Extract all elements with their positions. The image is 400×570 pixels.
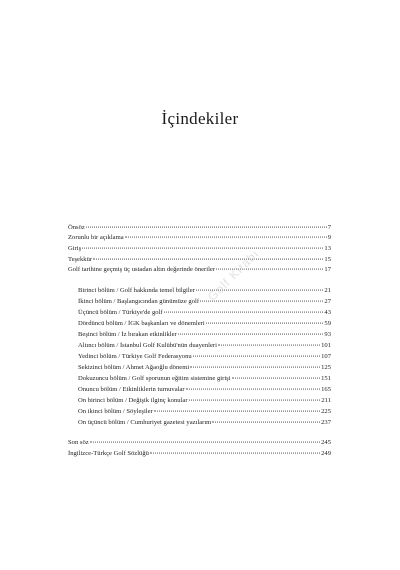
toc-chapter-page: 151 [321, 375, 331, 382]
toc-entry-label: Zorunlu bir açıklama [68, 234, 124, 241]
toc-entry [68, 224, 331, 232]
toc-chapter-page: 125 [321, 364, 331, 371]
toc-chapter-page: 107 [321, 353, 331, 360]
toc-chapter [78, 408, 331, 416]
toc-chapter-label: Birinci bölüm / Golf hakkında temel bilgiler [78, 287, 195, 294]
toc-leader [206, 323, 324, 324]
toc-entry [68, 234, 331, 242]
toc-leader [90, 442, 320, 443]
toc-entry-page: 15 [324, 256, 331, 263]
toc-entry-label: Son söz [68, 439, 89, 446]
toc-leader [150, 453, 320, 454]
toc-entry [68, 245, 331, 253]
toc-chapter [78, 375, 331, 383]
toc-leader [212, 422, 320, 423]
toc-leader [82, 248, 323, 249]
toc-leader [186, 389, 321, 390]
toc-chapter-label: Üçüncü bölüm / Türkiye'de golf [78, 309, 163, 316]
toc-leader [190, 367, 320, 368]
toc-chapter [78, 298, 331, 306]
toc-chapter-page: 59 [324, 320, 331, 327]
toc-chapter [78, 364, 331, 372]
toc-entry-page: 245 [321, 439, 331, 446]
toc-entry-page: 9 [327, 234, 331, 241]
toc-chapter [78, 386, 331, 394]
toc-leader [154, 411, 320, 412]
toc-chapter-label: On üçüncü bölüm / Cumhuriyet gazetesi yazılarım [78, 419, 212, 426]
toc-leader [86, 227, 327, 228]
toc-chapter [78, 331, 331, 339]
toc-chapter-page: 21 [324, 287, 331, 294]
toc-entry [68, 256, 331, 264]
toc-chapter-label: Beşinci bölüm / İz bırakan etkinlikler [78, 331, 177, 338]
toc-chapter-page: 225 [321, 408, 331, 415]
toc-chapter-page: 93 [324, 331, 331, 338]
toc-chapter [78, 342, 331, 350]
toc-leader [125, 237, 327, 238]
toc-chapter-label: Dördüncü bölüm / İGK başkanları ve dönemleri [78, 320, 205, 327]
toc-chapter-page: 101 [321, 342, 331, 349]
toc-entry-page: 249 [321, 450, 331, 457]
toc-chapter-page: 211 [321, 397, 331, 404]
toc-leader [218, 345, 320, 346]
toc-leader [193, 356, 320, 357]
toc-entry [68, 450, 331, 458]
toc-leader [93, 259, 323, 260]
toc-chapter-label: On birinci bölüm / Değişik ilginç konular [78, 397, 188, 404]
toc-entry-page: 7 [327, 224, 331, 231]
toc-chapter-page: 165 [321, 386, 331, 393]
toc-entry-label: Giriş [68, 245, 82, 252]
toc-entry-page: 17 [324, 266, 331, 273]
toc-chapter-label: Sekizinci bölüm / Ahmet Ağaoğlu dönemi [78, 364, 190, 371]
toc-leader [200, 301, 323, 302]
toc-chapter-label: Altıncı bölüm / İstanbul Golf Kulübü'nün duayenleri [78, 342, 217, 349]
toc-leader [232, 378, 321, 379]
toc-chapter-label: Yedinci bölüm / Türkiye Golf Federasyonu [78, 353, 192, 360]
toc-entry-label: Golf tarihine geçmiş üç ustadan altın değerinde öneriler [68, 266, 216, 273]
toc-chapter-page: 237 [321, 419, 331, 426]
toc-entry-page: 13 [324, 245, 331, 252]
toc-chapter-label: İkinci bölüm / Başlangıcından günümüze golf [78, 298, 200, 305]
toc-chapter-page: 27 [324, 298, 331, 305]
toc-entry-label: Teşekkür [68, 256, 93, 263]
toc-entry [68, 266, 331, 274]
toc-chapter [78, 419, 331, 427]
toc-chapter [78, 353, 331, 361]
watermark: Golf Kitabı [204, 246, 263, 304]
toc-chapter-label: Dokuzuncu bölüm / Golf sporunun eğitim sistemine girişi [78, 375, 231, 382]
toc-leader [178, 334, 324, 335]
toc-entry [68, 439, 331, 447]
toc-leader [189, 400, 321, 401]
toc-chapter [78, 320, 331, 328]
toc-leader [164, 312, 324, 313]
toc-chapter [78, 397, 331, 405]
toc-chapter-label: On ikinci bölüm / Söyleşiler [78, 408, 153, 415]
toc-entry-label: Önsöz [68, 224, 85, 231]
toc-chapter [78, 309, 331, 317]
toc-chapter-page: 43 [324, 309, 331, 316]
toc-chapter-label: Onuncu bölüm / Etkinliklerin turnuvalar [78, 386, 185, 393]
page-title: İçindekiler [161, 109, 239, 128]
toc-entry-label: İngilizce-Türkçe Golf Sözlüğü [68, 450, 149, 457]
